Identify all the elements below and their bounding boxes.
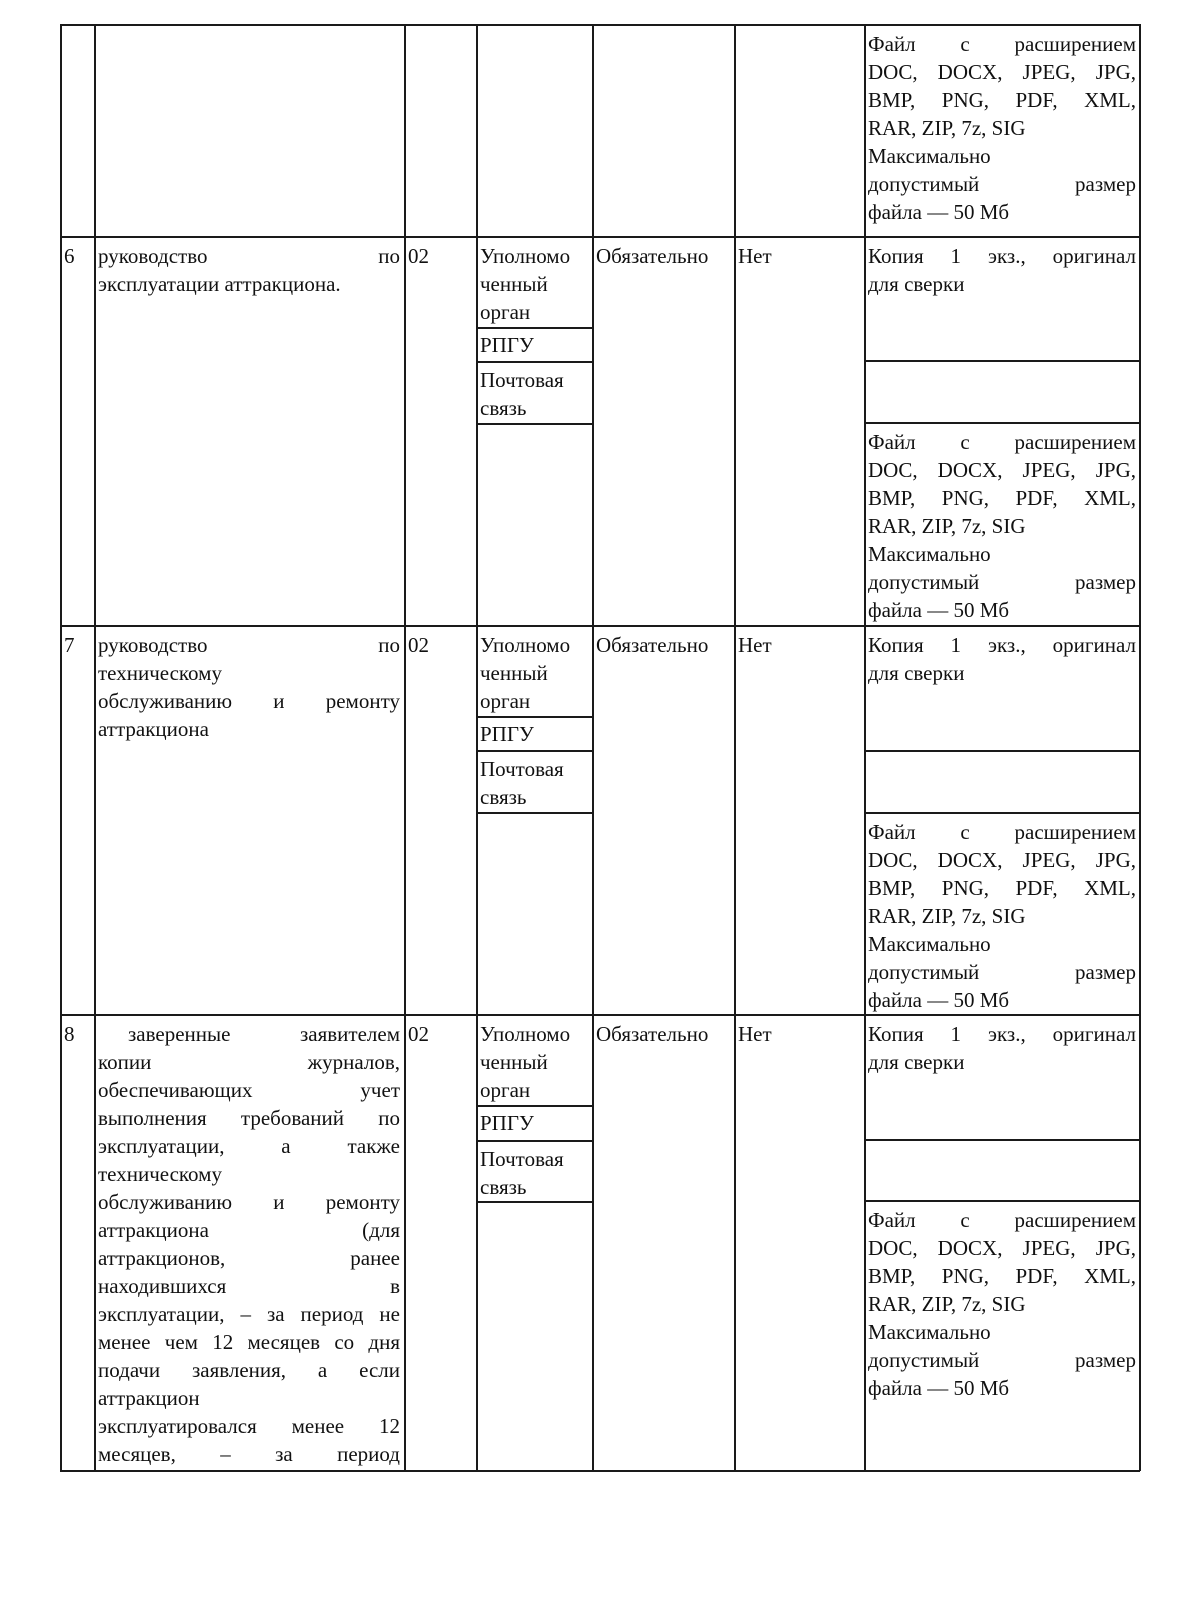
file-format-line: RAR, ZIP, 7z, SIG — [868, 116, 1026, 140]
col-line — [94, 24, 96, 1471]
file-format-block: Файл с расширением DOC, DOCX, JPEG, JPG, BMP, PNG, PDF, XML, RAR, ZIP, 7z, SIG Максимально допустимый размер файла — 50 Мб — [868, 820, 1136, 1012]
document-name: заверенные заявителем копии журналов, обеспечивающих учет выполнения требований по эксплуатации, а также техническому обслуживанию и ремонту аттракциона (для аттракционов, ранее находившихся в эксплуатации, – за период не менее чем 12 месяцев со дня подачи заявления, а если аттракцион эксплуатировался менее 12 месяцев, – за период — [98, 1022, 400, 1466]
channel-postal: Почтовая связь — [480, 1147, 564, 1199]
copy-requirement: Копия 1 экз., оригинал для сверки — [868, 633, 1136, 685]
col-line — [1139, 24, 1141, 1471]
channel-subcell-line — [476, 750, 592, 752]
file-format-line: DOC, DOCX, JPEG, JPG, — [868, 60, 1136, 84]
document-name: руководство по техническому обслуживанию и ремонту аттракциона — [98, 633, 400, 741]
copy-subcell-line — [864, 422, 1139, 424]
file-format-block — [868, 30, 1136, 226]
table-top-border — [60, 24, 1140, 26]
channel-subcell-line — [476, 423, 592, 425]
document-code: 02 — [408, 1022, 429, 1046]
row-number: 7 — [64, 633, 75, 657]
copy-requirement: Копия 1 экз., оригинал для сверки — [868, 1022, 1136, 1074]
row-number: 8 — [64, 1022, 75, 1046]
file-format-line: Максимально — [868, 144, 991, 168]
copy-subcell-line — [864, 1200, 1139, 1202]
file-format-line: файла — 50 Мб — [868, 200, 1010, 224]
copy-subcell-line — [864, 360, 1139, 362]
file-format-line: допустимый размер — [868, 172, 1136, 196]
file-format-line: Файл с расширением — [868, 32, 1136, 56]
channel-subcell-line — [476, 1140, 592, 1142]
channel-subcell-line — [476, 716, 592, 718]
channel-authorized-body: Уполномо ченный орган — [480, 1022, 571, 1102]
copy-requirement: Копия 1 экз., оригинал для сверки — [868, 244, 1136, 296]
channel-rpgu: РПГУ — [480, 333, 534, 357]
channel-postal: Почтовая связь — [480, 757, 564, 809]
col-line — [404, 24, 406, 1471]
channel-subcell-line — [476, 361, 592, 363]
col-line — [60, 24, 62, 1471]
document-name: руководство по эксплуатации аттракциона. — [98, 244, 400, 296]
channel-subcell-line — [476, 1105, 592, 1107]
copy-subcell-line — [864, 750, 1139, 752]
channel-subcell-line — [476, 1201, 592, 1203]
document-code: 02 — [408, 633, 429, 657]
file-format-block: Файл с расширением DOC, DOCX, JPEG, JPG, BMP, PNG, PDF, XML, RAR, ZIP, 7z, SIG Максимально допустимый размер файла — 50 Мб — [868, 1208, 1136, 1400]
col-line — [864, 24, 866, 1471]
channel-authorized-body: Уполномо ченный орган — [480, 244, 571, 324]
required-flag: Обязательно — [596, 633, 709, 657]
col-line — [476, 24, 478, 1471]
channel-subcell-line — [476, 812, 592, 814]
row-separator — [60, 236, 1140, 238]
channel-subcell-line — [476, 327, 592, 329]
file-format-block: Файл с расширением DOC, DOCX, JPEG, JPG, BMP, PNG, PDF, XML, RAR, ZIP, 7z, SIG Максимально допустимый размер файла — 50 Мб — [868, 430, 1136, 622]
document-code: 02 — [408, 244, 429, 268]
copy-subcell-line — [864, 1139, 1139, 1141]
row-separator — [60, 625, 1140, 627]
channel-rpgu: РПГУ — [480, 1111, 534, 1135]
table-bottom-border — [60, 1470, 1140, 1472]
condition-value: Нет — [738, 633, 772, 657]
condition-value: Нет — [738, 244, 772, 268]
row-separator — [60, 1014, 1140, 1016]
copy-subcell-line — [864, 812, 1139, 814]
condition-value: Нет — [738, 1022, 772, 1046]
channel-authorized-body: Уполномо ченный орган — [480, 633, 571, 713]
channel-rpgu: РПГУ — [480, 722, 534, 746]
col-line — [592, 24, 594, 1471]
file-format-line: BMP, PNG, PDF, XML, — [868, 88, 1136, 112]
required-flag: Обязательно — [596, 1022, 709, 1046]
col-line — [734, 24, 736, 1471]
required-flag: Обязательно — [596, 244, 709, 268]
row-number: 6 — [64, 244, 75, 268]
channel-postal: Почтовая связь — [480, 368, 564, 420]
